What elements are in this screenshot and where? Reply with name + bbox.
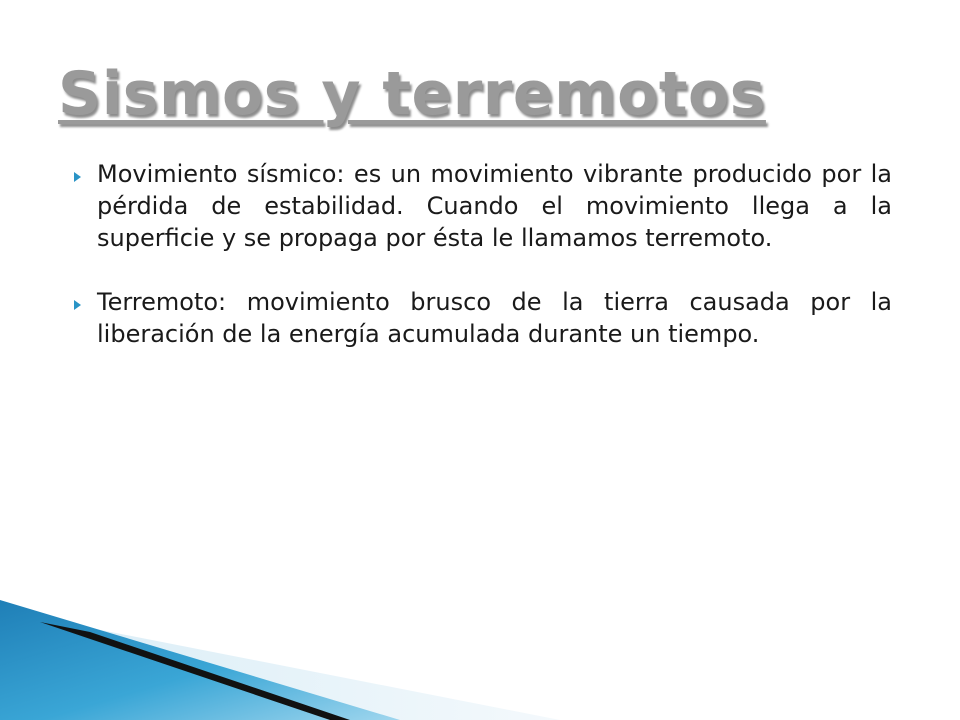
bullet-item xyxy=(74,286,892,350)
bullet-text: Movimiento sísmico: es un movimiento vibrante producido por la pérdida de estabilidad. Cuando el movimiento llega a la superficie y se propaga por ésta le llamamos terremoto. xyxy=(97,160,892,252)
blue-sweep xyxy=(0,600,400,720)
bullet-arrow-icon xyxy=(74,300,81,310)
bullet-arrow-icon xyxy=(74,172,81,182)
bullet-item xyxy=(74,158,892,254)
bullet-text: Terremoto: movimiento brusco de la tierra causada por la liberación de la energía acumulada durante un tiempo. xyxy=(97,288,892,348)
slide-title: Sismos y terremotos xyxy=(58,59,766,129)
bullet-list xyxy=(74,158,892,382)
